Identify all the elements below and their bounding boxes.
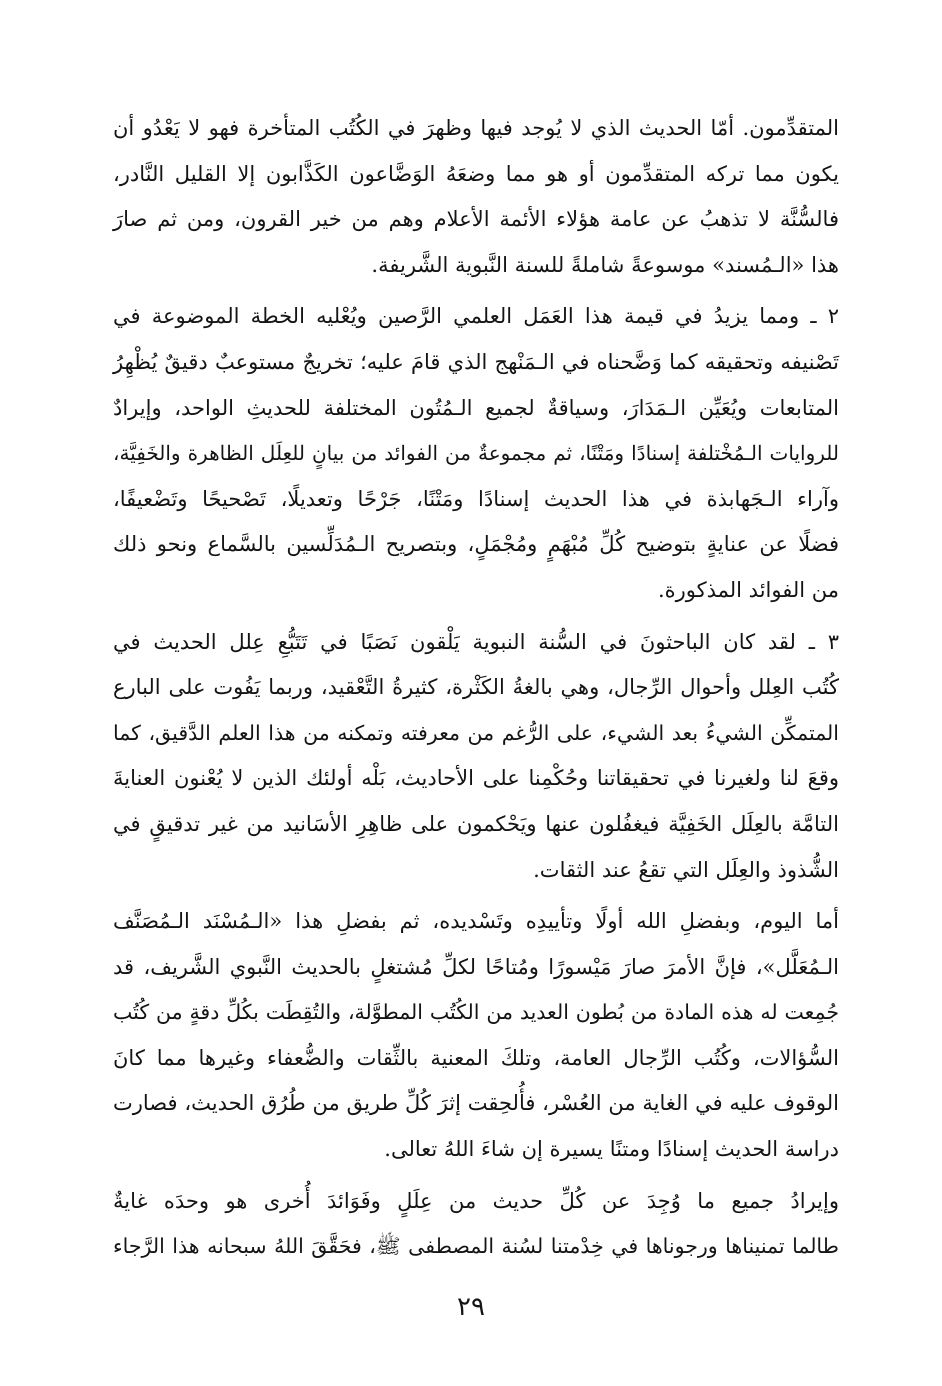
text-line: التامَّة بالعِلَل الخَفِيَّة فيغفُلون عنها ويَحْكمون على ظاهِرِ الأسَانيد من غير تدقيقٍ في (113, 811, 839, 836)
text-line: من الفوائد المذكورة. (657, 577, 839, 602)
text-line: الـمُعَلَّل»، فإنَّ الأمرَ صارَ مَيْسورًا ومُتاحًا لكلِّ مُشتغلٍ بالحديث النَّبوي الشَّريف، قد (113, 954, 839, 979)
text-line: وآراء الـجَهابذة في هذا الحديث إسنادًا ومَتْنًا، جَرْحًا وتعديلًا، تَصْحيحًا وتَضْعيفًا، (113, 486, 839, 511)
paragraph-3 (113, 620, 839, 894)
paragraph-1 (113, 106, 839, 288)
paragraph-5 (113, 1179, 839, 1270)
text-line: طالما تمنيناها ورجوناها في خِدْمتنا لسُنة المصطفى ﷺ، فحَقَّقَ اللهُ سبحانه هذا الرَّجاء (113, 1234, 839, 1259)
text-line: ٣ ـ لقد كان الباحثونَ في السُّنة النبوية يَلْقون نَصَبًا في تَتَبُّعِ عِلل الحديث في (113, 629, 839, 654)
text-line: الشُّذوذ والعِلَل التي تقعُ عند الثقات. (533, 857, 839, 882)
text-line: تَصْنيفه وتحقيقه كما وَضَّحناه في الـمَنْهج الذي قامَ عليه؛ تخريجٌ مستوعبٌ دقيقٌ يُظْهِرُ (113, 349, 839, 374)
text-line: للروايات الـمُخْتلفة إسنادًا ومَتْنًا، ثم مجموعةٌ من الفوائد من بيانٍ للعِلَل الظاهرة والخَفِيَّة، (113, 441, 839, 466)
text-line: المتمكِّن الشيءُ بعد الشيء، على الرُّغم من معرفته وتمكنه من هذا العلم الدَّقيق، كما (113, 720, 839, 745)
text-line: المتقدِّمون. أمّا الحديث الذي لا يُوجد فيها وظهرَ في الكُتُب المتأخرة فهو لا يَعْدُو أن (113, 116, 839, 140)
text-line: ٢ ـ ومما يزيدُ في قيمة هذا العَمَل العلمي الرَّصين ويُعْليه الخطة الموضوعة في (113, 304, 839, 329)
text-line: يكون مما تركه المتقدِّمون أو هو مما وضعَهُ الوَضَّاعون الكَذَّابون إلا القليل النَّادر، (113, 161, 839, 186)
text-line: دراسة الحديث إسنادًا ومتنًا يسيرة إن شاءَ اللهُ تعالى. (384, 1137, 839, 1162)
text-line: المتابعات ويُعَيِّن الـمَدَارَ، وسياقةٌ لجميع الـمُتُون المختلفة للحديثِ الواحد، وإيرادٌ (113, 395, 839, 420)
text-line: كُتُب العِلل وأحوال الرِّجال، وهي بالغةُ الكَثْرة، كثيرةُ التَّعْقيد، وربما يَفُوت على البارع (113, 675, 839, 700)
text-line: أما اليوم، وبفضلِ الله أولًا وتأييدِه وتَسْديده، ثم بفضلِ هذا «الـمُسْنَد الـمُصَنَّف (113, 909, 839, 934)
paragraph-2 (113, 294, 839, 613)
page-number: ٢٩ (457, 1292, 485, 1322)
text-line: فالسُّنَّة لا تذهبُ عن عامة هؤلاء الأئمة الأعلام وهم من خير القرون، ومن ثم صارَ (113, 207, 839, 232)
text-line: وقعَ لنا ولغيرنا في تحقيقاتنا وحُكْمِنا على الأحاديث، بَلْه أولئك الذين لا يُعْنون العنايةَ (113, 766, 839, 791)
paragraph-4 (113, 899, 839, 1173)
text-line: هذا «الـمُسند» موسوعةً شاملةً للسنة النَّبوية الشَّريفة. (371, 252, 839, 277)
text-line: جُمِعت له هذه المادة من بُطون العديد من الكُتُب المطوَّلة، والتُقِطَت بكُلِّ دقةٍ من كُتُب (113, 1000, 839, 1025)
text-line: وإيرادُ جميع ما وُجِدَ عن كُلِّ حديث من عِلَلٍ وفَوَائدَ أُخرى هو وحدَه غايةٌ (113, 1188, 839, 1213)
text-line: فضلًا عن عنايةٍ بتوضيح كُلِّ مُبْهَمٍ ومُجْمَلٍ، وبتصريح الـمُدَلِّسين بالسَّماع ونحو ذلك (113, 532, 839, 557)
text-line: السُّؤالات، وكُتُب الرِّجال العامة، وتلكَ المعنية بالثِّقات والضُّعفاء وغيرها مما كانَ (113, 1045, 839, 1070)
page-text-body (113, 106, 839, 1276)
text-line: الوقوف عليه في الغاية من العُسْر، فأُلحِقت إثرَ كُلِّ طريق من طُرُق الحديث، فصارت (113, 1091, 839, 1116)
